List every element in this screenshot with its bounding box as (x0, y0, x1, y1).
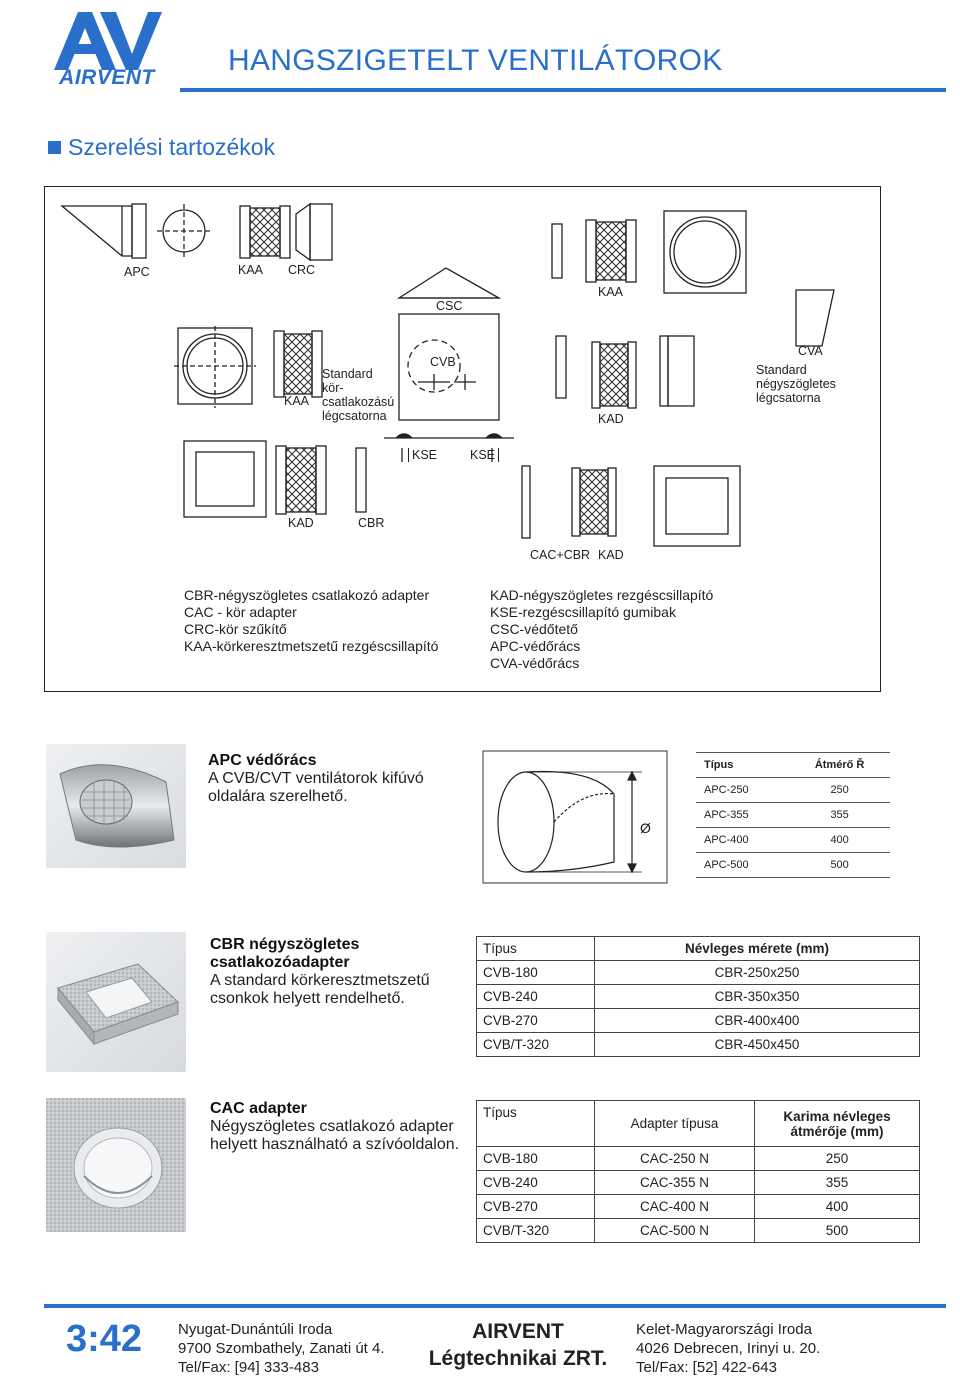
table-cell: CBR-400x400 (595, 1009, 920, 1033)
table-row (477, 1147, 920, 1171)
table-cell: CVB-240 (477, 985, 595, 1009)
logo-wordmark: AIRVENT (59, 66, 155, 89)
label-apc: APC (124, 265, 150, 279)
table-cell: APC-500 (696, 853, 789, 878)
cva-hood-drawing (796, 290, 834, 346)
apc-description: A CVB/CVT ventilátorok kifúvó oldalára szerelhető. (208, 770, 424, 805)
legend-item: CVA-védőrács (490, 655, 580, 671)
footer-brand-name: AIRVENT (472, 1320, 564, 1343)
table-cell: CVB-270 (477, 1195, 595, 1219)
cbr-title: CBR négyszögletes csatlakozóadapter (210, 936, 360, 971)
table-cell: CVB-240 (477, 1171, 595, 1195)
legend-right (490, 587, 713, 672)
label-kaa-mid: KAA (284, 394, 310, 408)
apc-hood-drawing (62, 204, 146, 258)
cac-text-block (210, 1100, 460, 1154)
cbr-text-block (210, 936, 460, 1008)
diameter-symbol: Ø (640, 820, 651, 836)
cbr-product-photo (46, 932, 186, 1072)
label-cac-cbr: CAC+CBR (530, 548, 591, 562)
cac-size-table (476, 1100, 920, 1243)
table-header: Típus (696, 753, 789, 778)
apc-size-table (696, 752, 890, 878)
page-number: 3:42 (66, 1318, 143, 1360)
table-header: Átmérő Ř (789, 753, 890, 778)
table-cell: CBR-350x350 (595, 985, 920, 1009)
table-header: Karima névleges átmérője (mm) (755, 1101, 920, 1147)
legend-item: KSE-rezgéscsillapító gumibak (490, 604, 676, 620)
footer-west-office (178, 1320, 385, 1377)
table-row (477, 1219, 920, 1243)
table-cell: CVB-270 (477, 1009, 595, 1033)
table-cell: APC-400 (696, 828, 789, 853)
east-office-address: 4026 Debrecen, Irinyi u. 20. (636, 1340, 821, 1357)
table-row (696, 803, 890, 828)
table-row (477, 1009, 920, 1033)
legend-item: CSC-védőtető (490, 621, 578, 637)
legend-item: KAD-négyszögletes rezgéscsillapító (490, 587, 714, 603)
kaa-mid-flange-drawing (174, 326, 256, 408)
apc-product-photo (46, 744, 186, 868)
square-flange-circle-drawing (664, 211, 746, 293)
label-cvb: CVB (430, 355, 456, 369)
table-cell: CAC-355 N (595, 1171, 755, 1195)
legend-item: KAA-körkeresztmetszetű rezgéscsillapító (184, 638, 439, 654)
label-csc: CSC (436, 299, 463, 313)
apc-title: APC védőrács (208, 752, 317, 769)
page-title: HANGSZIGETELT VENTILÁTOROK (228, 44, 723, 77)
west-office-address: 9700 Szombathely, Zanati út 4. (178, 1340, 385, 1357)
table-cell: CAC-250 N (595, 1147, 755, 1171)
footer-brand (418, 1318, 618, 1372)
label-kad-bottom: KAD (288, 516, 314, 530)
cbr-size-table (476, 936, 920, 1057)
cac-title: CAC adapter (210, 1100, 307, 1117)
west-office-name: Nyugat-Dunántúli Iroda (178, 1321, 333, 1338)
legend-item: CBR-négyszögletes csatlakozó adapter (184, 587, 430, 603)
table-cell: CBR-250x250 (595, 961, 920, 985)
table-header-row (696, 753, 890, 778)
table-cell: CVB/T-320 (477, 1219, 595, 1243)
legend-item: CRC-kör szűkítő (184, 621, 287, 637)
table-cell: CVB-180 (477, 961, 595, 985)
table-row (477, 1171, 920, 1195)
label-kaa-top: KAA (238, 263, 264, 277)
legend-item: APC-védőrács (490, 638, 581, 654)
table-cell: 500 (755, 1219, 920, 1243)
label-kad-bottom2: KAD (598, 548, 624, 562)
label-cbr: CBR (358, 516, 385, 530)
kad-bottom-flange-drawing (184, 441, 266, 517)
label-kse-right: KSE (470, 448, 499, 462)
section-bullet-icon (48, 141, 61, 154)
label-kad-mid: KAD (598, 412, 624, 426)
table-header: Adapter típusa (595, 1101, 755, 1147)
table-cell: APC-355 (696, 803, 789, 828)
table-cell: CAC-500 N (595, 1219, 755, 1243)
crc-reducer-drawing (296, 204, 332, 260)
cbr-adapter-drawing (356, 448, 366, 512)
cbr-hatched-drawing (276, 446, 326, 514)
label-standard-round-duct: Standard kör- csatlakozású légcsatorna (322, 367, 395, 423)
table-row (477, 1033, 920, 1057)
kaa-flange-drawing (157, 204, 211, 258)
label-kaa-top2: KAA (598, 285, 624, 299)
east-office-name: Kelet-Magyarországi Iroda (636, 1321, 812, 1338)
table-header-row (477, 1101, 920, 1147)
label-crc: CRC (288, 263, 316, 277)
header-divider (180, 88, 946, 92)
footer-east-office (636, 1320, 820, 1377)
legend-left (184, 587, 438, 655)
table-header: Névleges mérete (mm) (595, 937, 920, 961)
apc-text-block (208, 752, 458, 806)
table-cell: CVB/T-320 (477, 1033, 595, 1057)
footer-divider (44, 1304, 946, 1308)
legend-item: CAC - kör adapter (184, 604, 297, 620)
table-cell: CBR-450x450 (595, 1033, 920, 1057)
kaa-cylinder-drawing (240, 206, 290, 258)
table-header: Típus (477, 937, 595, 961)
footer-brand-company: Légtechnikai ZRT. (428, 1347, 608, 1370)
kaa-right-drawing (552, 220, 636, 282)
east-office-phone: Tel/Fax: [52] 422-643 (636, 1359, 777, 1376)
table-cell: APC-250 (696, 778, 789, 803)
table-cell: CAC-400 N (595, 1195, 755, 1219)
table-cell: 400 (789, 828, 890, 853)
table-row (477, 985, 920, 1009)
section-title: Szerelési tartozékok (68, 134, 276, 160)
cac-product-photo (46, 1098, 186, 1232)
table-row (477, 1195, 920, 1219)
label-kse-left: KSE (408, 448, 437, 462)
kaa-mid-cylinder-drawing (274, 331, 322, 397)
csc-roof-drawing (399, 268, 499, 298)
table-cell: 355 (755, 1171, 920, 1195)
kad-mid-drawing (556, 336, 694, 408)
label-cva: CVA (798, 344, 823, 358)
table-row (696, 778, 890, 803)
kad-bottom-right-drawing (522, 466, 740, 546)
label-standard-rect-duct: Standard négyszögletes légcsatorna (756, 363, 836, 405)
table-cell: 355 (789, 803, 890, 828)
table-row (696, 853, 890, 878)
table-row (696, 828, 890, 853)
table-cell: 250 (789, 778, 890, 803)
table-row (477, 961, 920, 985)
cbr-description: A standard körkeresztmetszetű csonkok helyett rendelhető. (210, 972, 430, 1007)
cac-description: Négyszögletes csatlakozó adapter helyett használható a szívóoldalon. (210, 1118, 460, 1153)
table-header: Típus (477, 1101, 595, 1147)
table-cell: 400 (755, 1195, 920, 1219)
table-cell: CVB-180 (477, 1147, 595, 1171)
table-header-row (477, 937, 920, 961)
west-office-phone: Tel/Fax: [94] 333-483 (178, 1359, 319, 1376)
table-cell: 250 (755, 1147, 920, 1171)
apc-dimension-drawing (482, 750, 668, 884)
table-cell: 500 (789, 853, 890, 878)
